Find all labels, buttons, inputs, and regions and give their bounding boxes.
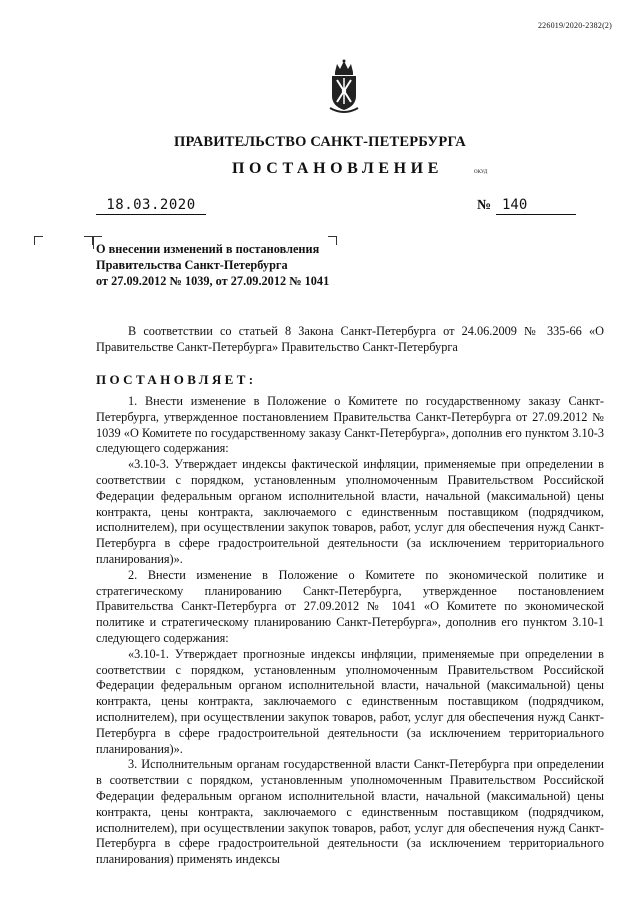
document-number: 140 (496, 196, 576, 215)
government-title: ПРАВИТЕЛЬСТВО САНКТ-ПЕТЕРБУРГА (174, 134, 466, 150)
body-paragraph: 3. Исполнительным органам государственной власти Санкт-Петербурга при определении в соответствии с порядком, установленным уполномоченным Правительством Российской Федерации федеральным органом исполнительной власти, начальной (максимальной) цены контракта, цены контракта, заключаемого с единственным поставщиком (подрядчиком, исполнителем), при осуществлении закупок товаров, работ, услуг для обеспечения нужд Санкт-Петербурга в сфере градостроительной деятельности (за исключением территориального планирования) применять индексы (96, 757, 604, 867)
document-id: 226019/2020-2382(2) (537, 21, 612, 30)
body-paragraph: 2. Внести изменение в Положение о Комитете по экономической политике и стратегическому планированию Санкт-Петербурга, утвержденное постановлением Правительства Санкт-Петербурга от 27.09.2012 № 1041 «О Комитете по экономической политике и стратегическому планированию Санкт-Петербурга», дополнив его пунктом 3.10-1 следующего содержания: (96, 567, 604, 645)
subject-line: от 27.09.2012 № 1039, от 27.09.2012 № 1041 (96, 274, 330, 288)
body-paragraph: «3.10-3. Утверждает индексы фактической инфляции, применяемые при определении в соответствии с порядком, установленным уполномоченным Правительством Российской Федерации федеральным органом исполнительной власти, начальной (максимальной) цены контракта, цены контракта, заключаемого с единственным поставщиком (подрядчиком, исполнителем), при осуществлении закупок товаров, работ, услуг для обеспечения нужд Санкт-Петербурга в сфере градостроительной деятельности (за исключением территориального планирования)». (96, 457, 604, 566)
body-paragraph: «3.10-1. Утверждает прогнозные индексы инфляции, применяемые при определении в соответствии с порядком, установленным уполномоченным Правительством Российской Федерации федеральным органом исполнительной власти, начальной (максимальной) цены контракта, цены контракта, заключаемого с единственным поставщиком (подрядчиком, исполнителем), при осуществлении закупок товаров, работ, услуг для обеспечения нужд Санкт-Петербурга в сфере градостроительной деятельности (за исключением территориального планирования)». (96, 646, 604, 756)
preamble-paragraph: В соответствии со статьей 8 Закона Санкт-Петербурга от 24.06.2009 № 335-66 «О Правительстве Санкт-Петербурга» Правительство Санкт-Петербурга (96, 324, 604, 354)
okud-label: ОКУД (474, 170, 488, 175)
number-sign: № (477, 198, 492, 213)
subject-line: О внесении изменений в постановления (96, 242, 320, 256)
decree-heading: ПОСТАНОВЛЯЕТ: (96, 372, 257, 387)
preamble-text (96, 323, 604, 355)
subject-bracket-corner (34, 236, 43, 245)
subject-bracket-corner (84, 236, 93, 245)
document-subject (96, 241, 386, 289)
coat-of-arms-emblem-icon (326, 58, 362, 116)
document-date: 18.03.2020 (96, 196, 206, 215)
document-body (96, 394, 604, 868)
document-type-heading: ПОСТАНОВЛЕНИЕ (232, 160, 443, 177)
body-paragraph: 1. Внести изменение в Положение о Комитете по государственному заказу Санкт-Петербурга, утвержденное постановлением Правительства Санкт-Петербурга от 27.09.2012 № 1039 «О Комитете по государственному заказу Санкт-Петербурга», дополнив его пунктом 3.10-3 следующего содержания: (96, 394, 604, 456)
subject-line: Правительства Санкт-Петербурга (96, 258, 288, 272)
